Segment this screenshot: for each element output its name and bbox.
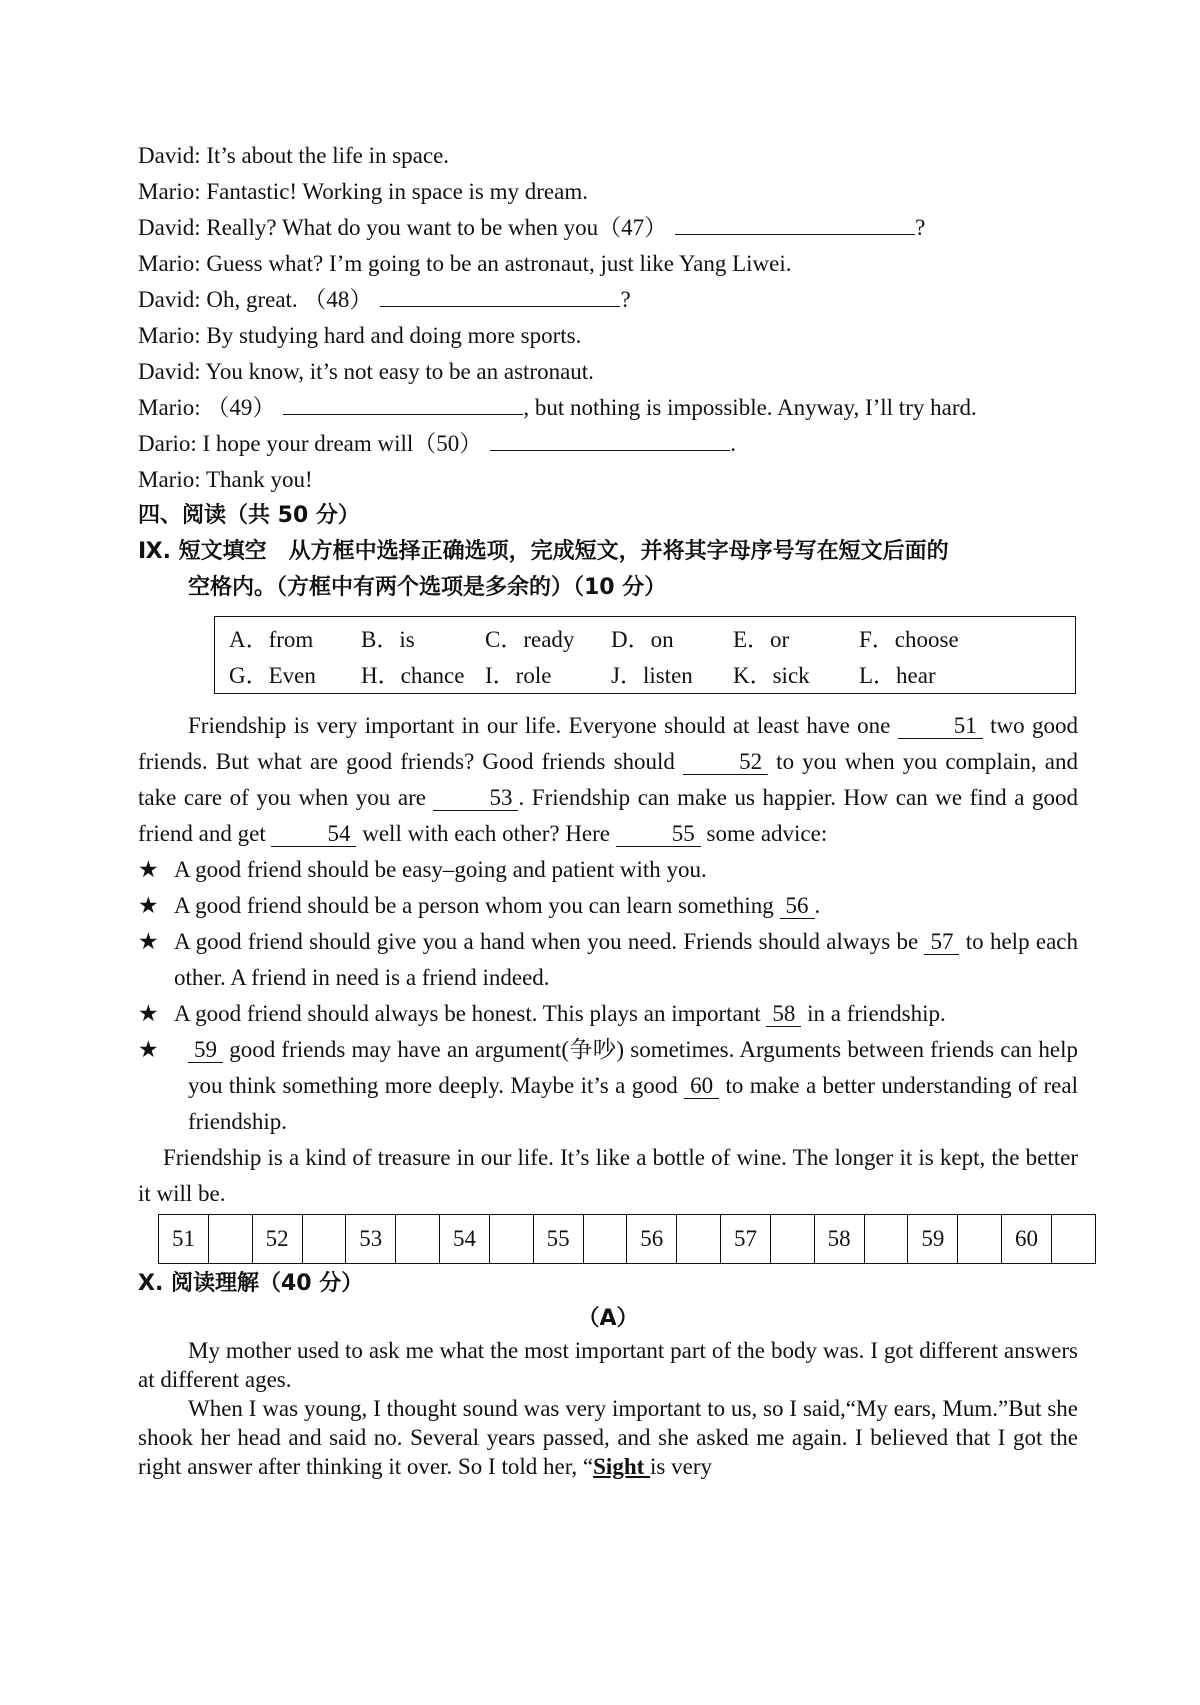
answer-input-cell[interactable] [208,1215,252,1264]
part-a-heading: （A） [577,1306,639,1331]
star-icon: ★ [138,1001,159,1026]
passage-closing: Friendship is a kind of treasure in our life. It’s like a bottle of wine. The longer it is kept, the better it will be. [138,1145,1078,1206]
reading-paragraph-1: My mother used to ask me what the most important part of the body was. I got different answers at different ages. [138,1338,1078,1392]
dialogue-text: Oh, great. （48） [206,287,373,312]
blank-51[interactable]: 51 [898,714,983,739]
answer-input-cell[interactable] [489,1215,533,1264]
answer-number-cell: 55 [533,1215,583,1264]
dialogue-text: By studying hard and doing more sports. [206,323,582,348]
advice-text: A good friend should give you a hand when you need. Friends should always be [174,929,925,954]
option-c: C．ready [485,627,575,652]
star-icon: ★ [138,1037,159,1062]
advice-item-5 [138,1032,1078,1140]
answer-table [158,1214,1096,1264]
advice-item-2 [138,888,1078,924]
exam-page [138,138,1078,1481]
advice-text: A good friend should be easy–going and patient with you. [174,857,707,882]
option-d: D．on [611,627,674,652]
answer-input-cell[interactable] [302,1215,346,1264]
dialogue-text: It’s about the life in space. [206,143,450,168]
speaker-label: Mario: [138,467,201,492]
dialogue-line [138,174,1078,210]
dialogue-line [138,426,1078,462]
speaker-label: David: [138,287,201,312]
passage-text: Friendship is very important in our life. Everyone should at least have one [188,713,898,738]
passage-text: . Friendship can make us happier. How can we find a good friend and get [138,785,1078,846]
answer-number-cell: 56 [627,1215,677,1264]
advice-item-3 [138,924,1078,996]
answer-number-cell: 51 [159,1215,209,1264]
reading-text: When I was young, I thought sound was very important to us, so I said,“My ears, Mum.”But she shook her head and said no. Several years passed, and she asked me again. I believed that I got the right answer after thinking it over. So I told her, “ [138,1396,1078,1479]
dialogue-text: Fantastic! Working in space is my dream. [206,179,588,204]
advice-text: A good friend should be a person whom you can learn something [174,893,780,918]
answer-input-cell[interactable] [958,1215,1002,1264]
options-box [214,616,1076,694]
advice-item-4 [138,996,1078,1032]
answer-input-cell[interactable] [583,1215,627,1264]
dialogue-line [138,246,1078,282]
dialogue-text: Thank you! [205,467,313,492]
speaker-label: Mario: [138,179,201,204]
blank-56[interactable]: 56 [780,894,815,919]
dialogue-line [138,462,1078,498]
option-f: F．choose [859,627,959,652]
answer-number-cell: 58 [814,1215,864,1264]
option-i: I．role [485,663,552,688]
option-e: E．or [733,627,790,652]
dialogue-text: （49） [206,395,276,420]
passage-paragraph-1 [138,708,1078,852]
section-4-title: 四、阅读（共 50 分） [138,503,360,528]
section-9-title: Ⅸ. 短文填空 从方框中选择正确选项，完成短文，并将其字母序号写在短文后面的 [138,539,949,564]
blank-55[interactable]: 55 [616,822,701,847]
speaker-label: David: [138,143,201,168]
option-a: A．from [229,627,314,652]
passage-text: to you when you complain, and take care of you when you are [138,749,1078,810]
answer-blank-50[interactable] [490,426,730,451]
answer-input-cell[interactable] [770,1215,814,1264]
answer-number-cell: 53 [346,1215,396,1264]
answer-number-cell: 57 [721,1215,771,1264]
option-h: H．chance [361,663,465,688]
dialogue-line [138,354,1078,390]
blank-57[interactable]: 57 [924,930,959,955]
dialogue-text: Really? What do you want to be when you（47） [206,215,668,240]
reading-paragraph-2 [138,1394,1078,1481]
speaker-label: David: [138,215,201,240]
dialogue-section [138,138,1078,498]
blank-60[interactable]: 60 [684,1074,719,1099]
speaker-label: David: [138,359,201,384]
dialogue-line [138,210,1078,246]
blank-52[interactable]: 52 [683,750,768,775]
dialogue-text: , but nothing is impossible. Anyway, I’ll try hard. [523,395,977,420]
option-l: L．hear [859,663,936,688]
option-b: B．is [361,627,415,652]
star-icon: ★ [138,893,159,918]
answer-number-cell: 54 [440,1215,490,1264]
passage-text: some advice: [700,821,828,846]
answer-blank-49[interactable] [283,390,523,415]
blank-54[interactable]: 54 [271,822,356,847]
dialogue-text: Guess what? I’m going to be an astronaut, just like Yang Liwei. [206,251,792,276]
answer-row [159,1215,1096,1264]
option-j: J．listen [611,663,693,688]
dialogue-text: ? [915,215,926,240]
reading-keyword: Sight [593,1454,651,1479]
option-k: K．sick [733,663,810,688]
speaker-label: Mario: [138,395,201,420]
blank-59[interactable]: 59 [188,1038,223,1063]
answer-blank-48[interactable] [380,282,620,307]
passage-text: two good friends. But what are good friends? Good friends should [138,713,1079,774]
section-10-title: Ⅹ. 阅读理解（40 分） [138,1271,364,1296]
dialogue-text: You know, it’s not easy to be an astronaut. [205,359,594,384]
passage-text: well with each other? Here [356,821,616,846]
dialogue-line [138,282,1078,318]
answer-number-cell: 60 [1002,1215,1052,1264]
star-icon: ★ [138,929,159,954]
answer-input-cell[interactable] [864,1215,908,1264]
advice-item-1 [138,852,1078,888]
speaker-label: Dario: [138,431,197,456]
star-icon: ★ [138,857,159,882]
speaker-label: Mario: [138,251,201,276]
dialogue-text: I hope your dream will（50） [202,431,483,456]
advice-text: in a friendship. [801,1001,946,1026]
blank-53[interactable]: 53 [433,786,518,811]
section-9-title-line2: 空格内。（方框中有两个选项是多余的）（10 分） [188,575,667,600]
blank-58[interactable]: 58 [766,1002,801,1027]
speaker-label: Mario: [138,323,201,348]
dialogue-line [138,318,1078,354]
advice-text: . [814,893,821,918]
answer-blank-47[interactable] [675,210,915,235]
dialogue-text: ? [620,287,631,312]
answer-number-cell: 59 [908,1215,958,1264]
answer-input-cell[interactable] [677,1215,721,1264]
advice-text: to help each other. A friend in need is a friend indeed. [174,929,1078,990]
dialogue-text: . [730,431,737,456]
dialogue-line [138,390,1078,426]
advice-text: good friends may have an argument(争吵) sometimes. Arguments between friends can help you think something more deeply. Maybe it’s a good [188,1037,1078,1098]
answer-input-cell[interactable] [396,1215,440,1264]
answer-input-cell[interactable] [1051,1215,1095,1264]
option-g: G．Even [229,663,316,688]
advice-text: to make a better understanding of real friendship. [188,1073,1078,1134]
advice-text: A good friend should always be honest. This plays an important [174,1001,767,1026]
answer-number-cell: 52 [252,1215,302,1264]
reading-text: is very [650,1454,712,1479]
dialogue-line [138,138,1078,174]
